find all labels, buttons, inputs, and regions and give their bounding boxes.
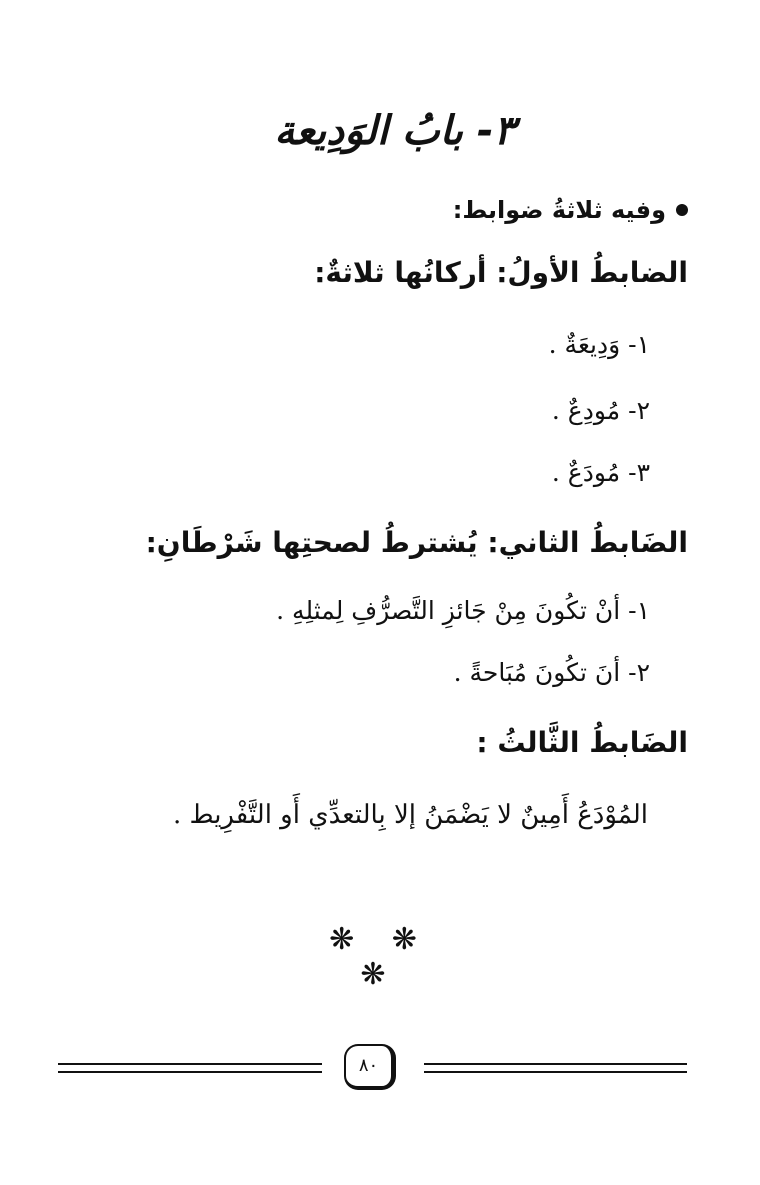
intro-text: وفيه ثلاثةُ ضوابط: xyxy=(452,196,666,224)
rule1-item-2: ٢- مُودِعٌ . xyxy=(551,396,650,425)
rule3-text: المُوْدَعُ أَمِينٌ لا يَضْمَنُ إلا بِالتعدِّي أَو التَّفْرِيط . xyxy=(172,800,648,830)
rule1-item-3: ٣- مُودَعٌ . xyxy=(551,458,650,487)
bullet-icon xyxy=(676,204,688,216)
rule2-item-1: ١- أنْ تكُونَ مِنْ جَائزِ التَّصرُّفِ لِمثلِهِ . xyxy=(276,596,650,625)
page-number: ٨٠ xyxy=(344,1044,396,1090)
rule2-heading: الضَابطُ الثاني: يُشترطُ لصحتِها شَرْطَانِ: xyxy=(145,526,688,559)
footer-rule-right xyxy=(424,1063,687,1073)
rule1-heading: الضابطُ الأولُ: أركانُها ثلاثةٌ: xyxy=(314,256,688,289)
separator-stars: ❋ ❋ ❋ xyxy=(329,922,431,992)
chapter-title: ٣- بابُ الوَدِيعة xyxy=(274,108,515,154)
rule3-heading: الضَابطُ الثَّالثُ : xyxy=(476,726,688,759)
rule1-item-1: ١- وَدِيعَةٌ . xyxy=(548,330,650,359)
intro-line xyxy=(453,196,688,224)
footer-rule-left xyxy=(58,1063,322,1073)
rule2-item-2: ٢- أنَ تكُونَ مُبَاحةً . xyxy=(453,658,650,687)
